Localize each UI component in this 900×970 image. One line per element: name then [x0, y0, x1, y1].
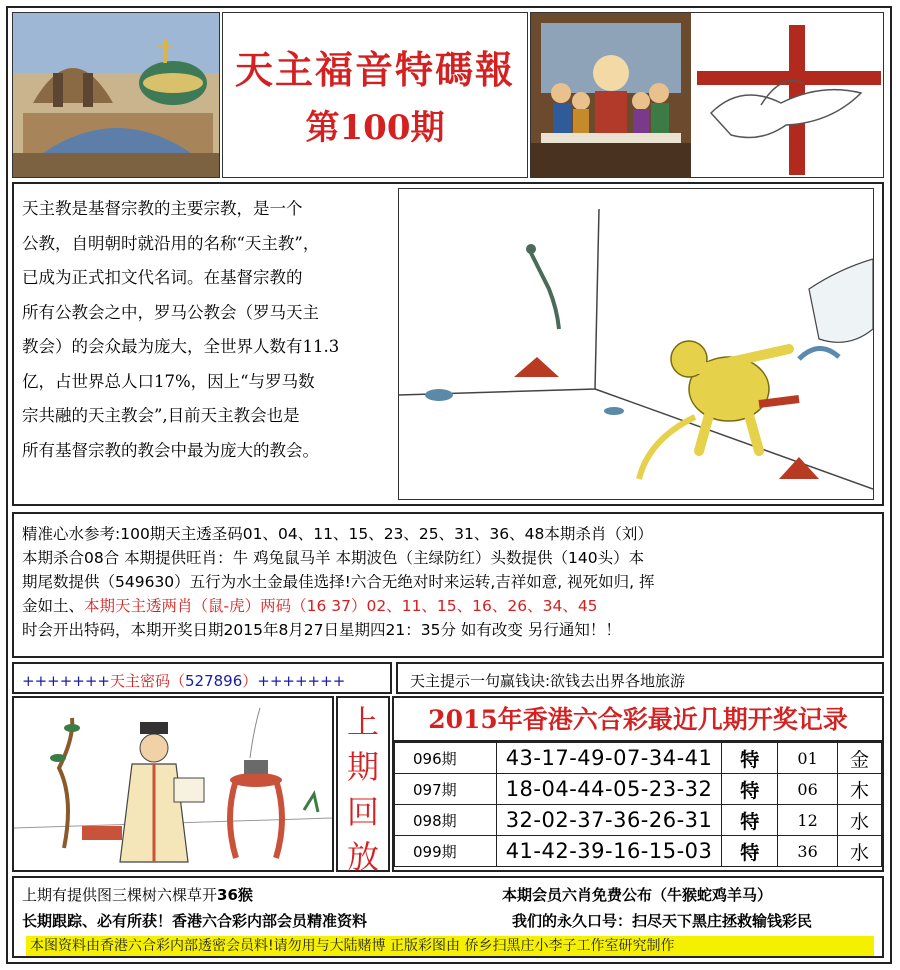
reference-line [22, 594, 880, 618]
intro-line: 教会）的会众最为庞大，全世界人数有11.3 [22, 337, 340, 356]
replay-char: 上 [346, 703, 379, 741]
special-number-cell: 12 [778, 805, 838, 836]
issue-cell: 096期 [395, 743, 497, 774]
reference-text [22, 522, 880, 642]
reference-line: 精准心水参考:100期天主透圣码01、04、11、15、23、25、31、36、48本期杀肖（刘） [22, 525, 653, 543]
secret-code-line [22, 670, 345, 691]
secret-code-value: 527896 [185, 672, 243, 690]
scene-illustration [12, 696, 334, 872]
table-row [395, 743, 882, 774]
plus-decoration: +++++++ [257, 672, 346, 690]
intro-line: 亿，占世界总人口17%，因上“与罗马数 [22, 371, 315, 391]
intro-line: 天主教是基督宗教的主要宗教，是一个 [22, 199, 303, 218]
disclaimer-bar: 本图资料由香港六合彩内部透密会员料!请勿用与大陆赌博 正版彩图由 侨乡扫黑庄小李子工作室研究制作 [26, 936, 874, 956]
permanent-slogan: 我们的永久口号：扫尽天下黑庄拯救输钱彩民 [512, 912, 813, 930]
special-number-cell: 06 [778, 774, 838, 805]
reference-line-prefix: 金如土、 [22, 597, 85, 615]
last-issue-result: 36猴 [217, 886, 253, 904]
replay-char: 回 [346, 793, 379, 831]
reference-line: 时会开出特码，本期开奖日期2015年8月27日星期四21：35分 如有改变 另行通知！！ [22, 621, 621, 639]
last-issue-hint [22, 884, 253, 905]
special-label-cell: 特 [722, 805, 778, 836]
intro-line: 宗共融的天主教会”,目前天主教会也是 [22, 406, 300, 425]
special-label-cell: 特 [722, 836, 778, 867]
special-number-cell: 36 [778, 836, 838, 867]
results-table [394, 742, 882, 867]
religious-painting [530, 12, 884, 178]
intro-line: 已成为正式扣文代名词。在基督宗教的 [22, 268, 303, 287]
footer-section [12, 876, 884, 958]
reference-line: 本期杀合08合 本期提供旺肖：牛 鸡兔鼠马羊 本期波色（主绿防红）头数提供（140头）本 [22, 549, 645, 567]
intro-section [12, 182, 884, 506]
intro-line: 公教，自明朝时就沿用的名称“天主教”， [22, 233, 320, 253]
secret-code-label: 天主密码（ [109, 672, 185, 690]
intro-line: 所有公教会之中，罗马公教会（罗马天主 [22, 302, 319, 322]
replay-char: 期 [346, 748, 379, 786]
numbers-cell: 32-02-37-36-26-31 [496, 805, 721, 836]
special-label-cell: 特 [722, 774, 778, 805]
numbers-cell: 18-04-44-05-23-32 [496, 774, 721, 805]
lottery-results-box [392, 696, 884, 872]
reference-line: 期尾数提供（549630）五行为水土金最佳选择!六合无绝对时来运转,吉祥如意, 视死如归, 挥 [22, 573, 655, 591]
intro-paragraph [22, 192, 390, 468]
last-issue-replay-label [336, 696, 390, 876]
monkey-cartoon [398, 188, 874, 500]
last-issue-hint-text: 上期有提供图三棵树六棵草开 [22, 886, 218, 904]
numbers-cell: 43-17-49-07-34-41 [496, 743, 721, 774]
special-number-cell: 01 [778, 743, 838, 774]
reference-section [12, 512, 884, 658]
highlight-prediction: 本期天主透两肖（鼠-虎）两码（16 37）02、11、15、16、26、34、45 [84, 597, 598, 615]
element-cell: 木 [838, 774, 882, 805]
newspaper-title: 天主福音特碼報 [234, 47, 515, 92]
issue-number: 第100期 [305, 108, 445, 148]
cathedral-photo [12, 12, 220, 178]
issue-cell: 099期 [395, 836, 497, 867]
plus-decoration: +++++++ [22, 672, 110, 690]
table-row [395, 836, 882, 867]
issue-cell: 098期 [395, 805, 497, 836]
element-cell: 水 [838, 836, 882, 867]
secret-code-close: ） [242, 672, 258, 690]
numbers-cell: 41-42-39-16-15-03 [496, 836, 721, 867]
table-row [395, 805, 882, 836]
element-cell: 金 [838, 743, 882, 774]
masthead [222, 12, 528, 178]
tip-text: 天主提示一句赢钱诀:欲钱去出界各地旅游 [410, 672, 686, 690]
replay-char: 放 [346, 838, 379, 876]
table-row [395, 774, 882, 805]
intro-line: 所有基督宗教的教会中最为庞大的教会。 [22, 440, 319, 460]
issue-cell: 097期 [395, 774, 497, 805]
tip-strip [396, 662, 884, 694]
special-label-cell: 特 [722, 743, 778, 774]
follow-slogan: 长期跟踪、必有所获！香港六合彩内部会员精准资料 [22, 912, 368, 930]
results-title: 2015年香港六合彩最近几期开奖记录 [394, 698, 882, 742]
element-cell: 水 [838, 805, 882, 836]
secret-code-strip [12, 662, 392, 694]
member-free-picks: 本期会员六肖免费公布（牛猴蛇鸡羊马） [502, 886, 773, 904]
